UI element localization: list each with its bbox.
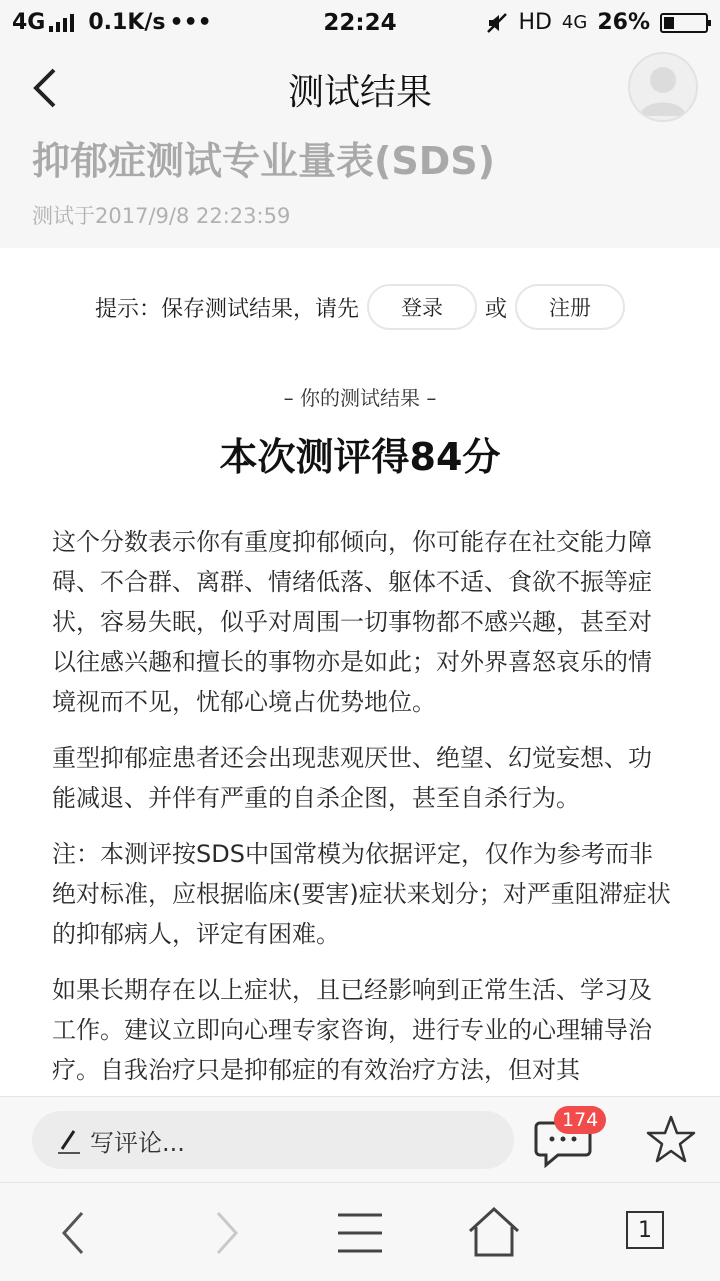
user-icon xyxy=(630,54,696,120)
app-header xyxy=(0,48,720,128)
tabs-button[interactable]: 1 xyxy=(626,1211,664,1249)
pen-icon xyxy=(56,1125,82,1155)
result-description xyxy=(52,522,672,1106)
menu-icon[interactable] xyxy=(330,1203,390,1263)
nav-forward-icon[interactable] xyxy=(196,1203,256,1263)
favorite-star-icon[interactable] xyxy=(644,1113,698,1167)
clock: 22:24 xyxy=(323,10,397,36)
avatar[interactable] xyxy=(628,52,698,122)
battery-percent: 26% xyxy=(597,10,650,35)
or-text: 或 xyxy=(485,296,508,322)
comment-count-badge: 174 xyxy=(554,1106,606,1134)
mute-icon xyxy=(486,12,508,34)
more-dots: ••• xyxy=(169,10,212,35)
paragraph: 注：本测评按SDS中国常模为依据评定，仅作为参考而非绝对标准，应根据临床(要害)症状来划分；对严重阻滞症状的抑郁病人，评定有困难。 xyxy=(52,840,671,948)
paragraph: 如果长期存在以上症状，且已经影响到正常生活、学习及工作。建议立即向心理专家咨询，进行专业的心理辅导治疗。自我治疗只是抑郁症的有效治疗方法，但对其 xyxy=(52,976,652,1084)
quiz-title: 抑郁症测试专业量表(SDS) xyxy=(32,139,496,183)
login-button[interactable]: 登录 xyxy=(367,284,477,330)
home-icon[interactable] xyxy=(464,1203,524,1263)
network-speed: 0.1K/s xyxy=(88,10,166,35)
nav-back-icon[interactable] xyxy=(44,1203,104,1263)
comment-bar xyxy=(0,1096,720,1183)
comment-input[interactable] xyxy=(32,1111,514,1169)
network-type-2: 4G xyxy=(561,12,588,33)
register-button[interactable]: 注册 xyxy=(515,284,625,330)
page-title: 测试结果 xyxy=(287,72,432,113)
comment-placeholder: 写评论... xyxy=(90,1128,185,1157)
bottom-navigation xyxy=(0,1182,720,1281)
paragraph: 重型抑郁症患者还会出现悲观厌世、绝望、幻觉妄想、功能减退、并伴有严重的自杀企图，甚至自杀行为。 xyxy=(52,744,652,812)
paragraph: 这个分数表示你有重度抑郁倾向，你可能存在社交能力障碍、不合群、离群、情绪低落、躯体不适、食欲不振等症状，容易失眠，似乎对周围一切事物都不感兴趣，甚至对以往感兴趣和擅长的事物亦是如此；对外界喜怒哀乐的情境视而不见，忧郁心境占优势地位。 xyxy=(52,528,652,716)
tip-text: 提示：保存测试结果，请先 xyxy=(94,296,359,322)
hd-indicator: HD xyxy=(518,10,552,35)
status-bar xyxy=(0,0,720,48)
quiz-info xyxy=(0,128,720,248)
battery-icon xyxy=(660,13,708,33)
result-label: – 你的测试结果 – xyxy=(283,386,437,410)
test-timestamp: 测试于2017/9/8 22:23:59 xyxy=(32,204,291,228)
network-type: 4G xyxy=(12,10,46,35)
score-heading: 本次测评得84分 xyxy=(219,435,501,479)
save-tip xyxy=(0,284,720,330)
